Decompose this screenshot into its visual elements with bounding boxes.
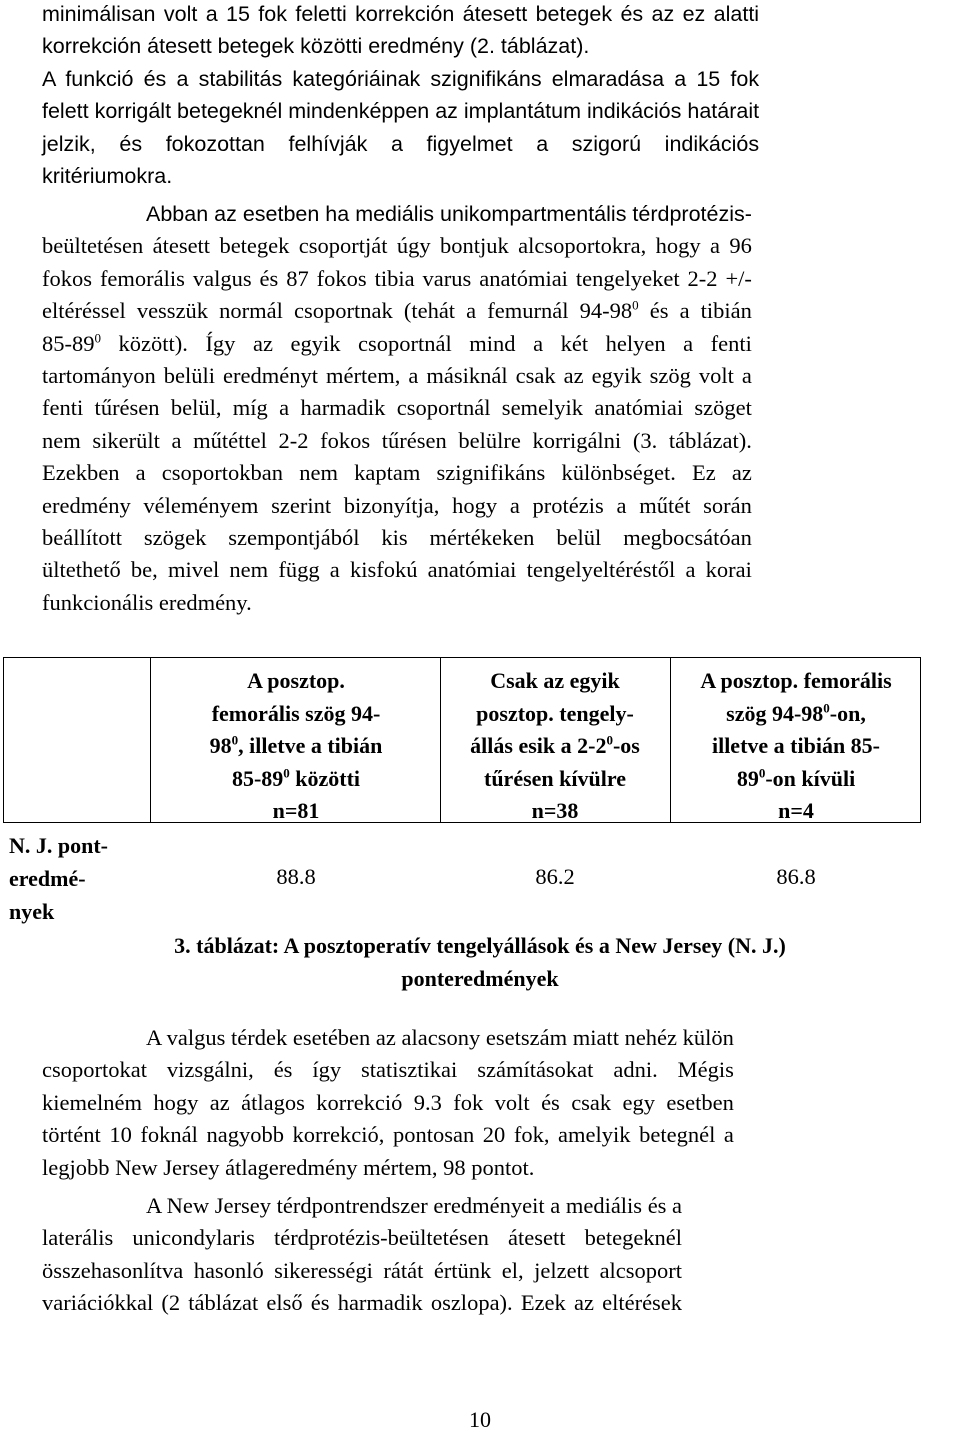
text-line: Abban az esetben ha mediális unikompartmentális térdprotézis- [146,202,752,226]
table-divider [150,657,151,823]
text-line: variációkkal (2 táblázat első és harmadik oszlopa). Ezek az eltérések [42,1290,683,1316]
text-line: A valgus térdek esetében az alacsony esetszám miatt nehéz külön [146,1025,734,1050]
text-line: fokos femorális valgus és 87 fokos tibia varus anatómiai tengelyeket 2-2 +/- [42,265,752,291]
table-value: 86.2 [535,864,575,889]
table-caption: 3. táblázat: A posztoperatív tengelyállások és a New Jersey (N. J.) ponteredmények [174,933,786,991]
table-divider [670,657,671,823]
text-line: minimálisan volt a 15 fok feletti korrekción átesett betegek és az ez alatti [42,2,760,26]
paragraph-valgus [42,1022,734,1184]
text-line: kritériumokra. [42,164,173,189]
table-header-normal-group: A posztop. femorális szög 94- $98^0$, illetve a tibián $85-89^0$ közötti n=81 [209,668,383,823]
text-line: ültethető be, mivel nem függ a kisfokú anatómiai tengelyeltéréstől a korai [42,557,752,583]
text-line: nem sikerült a műtéttel 2-2 fokos tűrésen belülre korrigálni (3. táblázat). [42,427,752,453]
table-divider [440,657,441,823]
text-line: eltéréssel vesszük normál csoportnak (tehát a femurnál $94-98^0$ és a tibián [42,297,752,324]
degree-superscript: 0 [94,330,101,346]
text-line: jelzik, és fokozottan felhívják a figyelmet a szigorú indikációs [42,131,760,156]
table-value: 86.8 [776,864,816,889]
text-line: összehasonlítva hasonló sikerességi rátát értünk el, jelzett alcsoport [42,1257,683,1283]
paragraph-intro [42,0,759,192]
table-row-label: N. J. pont- eredmé- nyek [9,833,109,924]
table-header-both-outside-group: A posztop. femorális szög $94-98^0-on$, illetve a tibián 85- $89^0-on$ kívüli n=4 [700,668,892,823]
text-line: kiemelném hogy az átlagos korrekció 9.3 fok volt és csak egy esetben [42,1089,734,1115]
text-line: beültetésen átesett betegek csoportját úgy bontjuk alcsoportokra, hogy a 96 [42,233,752,259]
text-line: korrekción átesett betegek közötti eredmény (2. táblázat). [42,34,590,59]
text-line: laterális unicondylaris térdprotézis-beültetésen átesett betegeknél [42,1225,683,1251]
page-number: 10 [469,1407,491,1432]
text-line: Ezekben a csoportokban nem kaptam szignifikáns különbséget. Ez az [42,460,752,486]
text-line: csoportokat vizsgálni, és így statisztikai számításokat adni. Mégis [42,1057,734,1083]
text-line: A New Jersey térdpontrendszer eredményeit a mediális és a [146,1193,683,1218]
paragraph-new-jersey [42,1190,682,1320]
paragraph-subgroups [42,198,752,619]
text-line: $85-89^0$ között). Így az egyik csoportnál mind a két helyen a fenti [42,330,752,356]
table-header-one-outside-group: Csak az egyik posztop. tengely- állás esik a $2-2^0-os$ tűrésen kívülre n=38 [470,668,640,823]
text-line: legjobb New Jersey átlageredmény mértem, 98 pontot. [42,1154,535,1180]
text-line: eredmény véleményem szerint bizonyítja, hogy a protézis a műtét során [42,492,752,518]
text-line: történt 10 foknál nagyobb korrekció, pontosan 20 fok, amelyik betegnél a [42,1122,734,1148]
results-table [3,657,921,924]
degree-superscript: 0 [632,297,639,313]
table-value: 88.8 [276,864,316,889]
text-line: tartományon belüli eredményt mértem, a másiknál csak az egyik szög volt a [42,363,752,389]
text-line: felett korrigált betegeknél mindenképpen az implantátum indikációs határait [42,99,760,124]
text-line: fenti tűrésen belül, míg a harmadik csoportnál semelyik anatómiai szöget [42,395,752,421]
text-line: funkcionális eredmény. [42,589,252,615]
text-line: beállított szögek szempontjából kis mértékeken belül megbocsátóan [42,525,752,551]
text-line: A funkció és a stabilitás kategóriáinak szignifikáns elmaradása a 15 fok [42,66,760,91]
